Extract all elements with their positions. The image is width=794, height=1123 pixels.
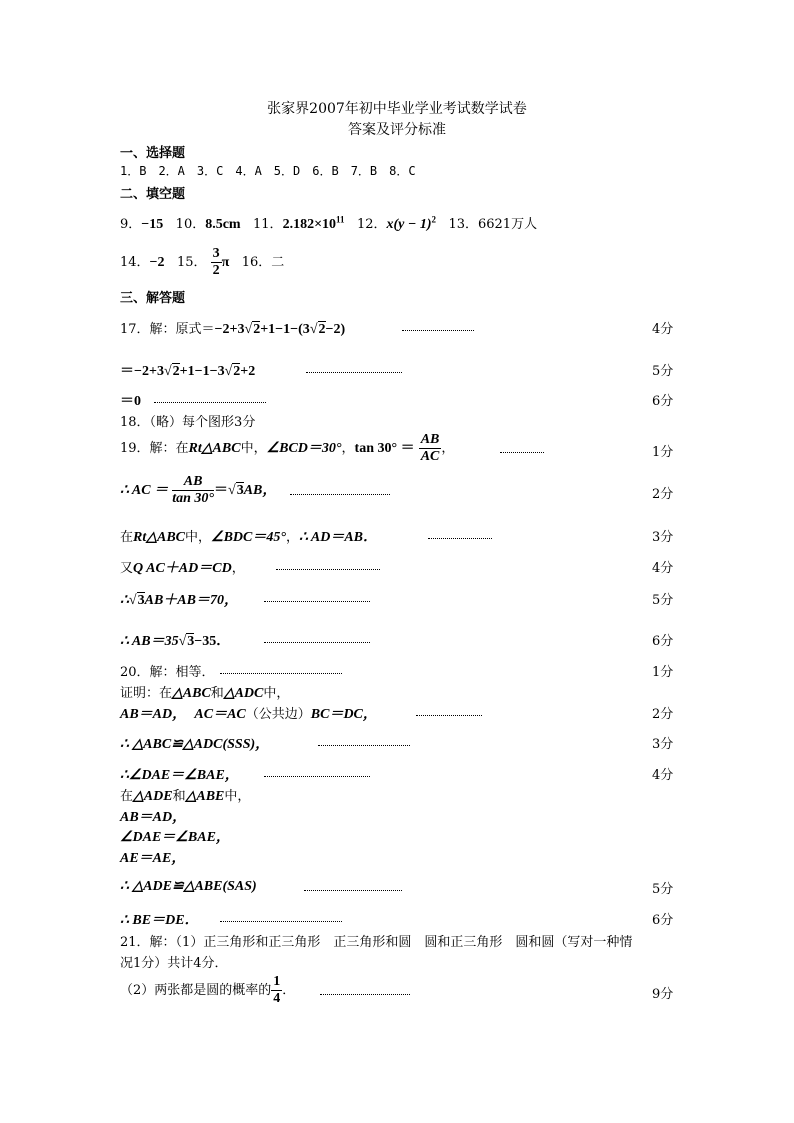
q16-answer: 16．二 [241, 255, 285, 270]
leader-dots [402, 330, 474, 331]
q20-line8: ∠DAE＝∠BAE， [120, 830, 230, 845]
q19-line5: ∴√3AB＋AB＝70， [120, 593, 238, 608]
q20-line5: ∴∠DAE＝∠BAE， [120, 768, 239, 783]
q10-answer: 8.5cm [205, 217, 241, 232]
q12-label: 12． [356, 217, 387, 232]
leader-dots [416, 715, 482, 716]
leader-dots [220, 921, 342, 922]
leader-dots [220, 673, 342, 674]
q19-line1: 19．解：在Rt△ABC中，∠BCD＝30°，tan 30° ＝ $\frac{AB}{AC}$ ， [120, 432, 455, 464]
leader-dots [500, 452, 544, 453]
q20-line1: 20．解：相等． [120, 665, 215, 680]
q20-line2: 证明：在△ABC和△ADC中， [120, 686, 290, 701]
q20-line7: AB＝AD， [120, 810, 187, 825]
q20-score1: 1分 [652, 665, 674, 680]
q17-score1: 4分 [652, 322, 674, 337]
q17-score3: 6分 [652, 394, 674, 409]
leader-dots [264, 776, 370, 777]
q13-answer: 13．6621万人 [448, 217, 538, 232]
q21-line1: 21．解：（1）正三角形和正三角形 正三角形和圆 圆和正三角形 圆和圆（写对一种情 [120, 935, 633, 950]
q20-line3: AB＝AD， AC＝AC（公共边）BC＝DC， [120, 707, 377, 722]
q19-score3: 3分 [652, 530, 674, 545]
q17-line2: ＝−2+3√2+1−1−3√2+2 [120, 364, 256, 379]
q17-score2: 5分 [652, 364, 674, 379]
leader-dots [318, 745, 410, 746]
q20-line4: ∴ △ABC≌△ADC(SSS)， [120, 737, 270, 752]
q17-line1: 17．解：原式＝−2+3√2+1−1−(3√2−2) [120, 322, 346, 337]
q11-label: 11． [253, 217, 283, 232]
q20-score4: 3分 [652, 737, 674, 752]
page-subtitle: 答案及评分标准 [348, 122, 446, 138]
q14-answer: −2 [149, 255, 165, 270]
q19-score1: 1分 [652, 445, 674, 460]
q20-line6: 在△ADE和△ABE中， [120, 789, 251, 804]
q19-score4: 4分 [652, 561, 674, 576]
q20-score3: 2分 [652, 707, 674, 722]
q19-score5: 5分 [652, 593, 674, 608]
q21-line2: 况1分）共计4分． [120, 956, 228, 971]
q20-score10: 5分 [652, 882, 674, 897]
fill-answers-line1: 9．−15 10．8.5cm 11．$2.182\times 10^{11}$ 12．$x(y - 1)^2$ 13．6621万人 [120, 214, 538, 232]
q19-line6: ∴ AB＝35√3−35． [120, 634, 231, 649]
leader-dots [428, 538, 492, 539]
q12-answer: x(y − 1) [386, 217, 432, 232]
leader-dots [290, 494, 390, 495]
q10-label: 10． [175, 217, 206, 232]
q15-fraction: $\frac{3}{2}$ [212, 246, 220, 278]
page-title: 张家界2007年初中毕业学业考试数学试卷 [267, 101, 527, 117]
q20-line9: AE＝AE， [120, 851, 186, 866]
q9-answer: −15 [141, 217, 164, 232]
q9-label: 9． [120, 217, 142, 232]
q18-line: 18．（略）每个图形3分 [120, 415, 256, 430]
section-heading-fill: 二、填空题 [120, 187, 186, 202]
q19-line4: 又Q AC＋AD＝CD， [120, 561, 245, 576]
q20-line11: ∴ BE＝DE． [120, 913, 199, 928]
q15-label: 15． [176, 255, 207, 270]
q20-score11: 6分 [652, 913, 674, 928]
q19-score2: 2分 [652, 487, 674, 502]
q19-line3: 在Rt△ABC中，∠BDC＝45°，∴ AD＝AB． [120, 530, 378, 545]
q21-score3: 9分 [652, 987, 674, 1002]
q19-line2: ∴ AC ＝ $\frac{AB}{\tan 30^\circ}$ ＝√3AB， [120, 474, 277, 506]
choice-answers: 1．B 2．A 3．C 4．A 5．D 6．B 7．B 8．C [120, 164, 416, 178]
leader-dots [306, 372, 402, 373]
leader-dots [264, 601, 370, 602]
q17-line3: ＝0 [120, 394, 141, 409]
leader-dots [276, 569, 380, 570]
leader-dots [264, 642, 370, 643]
fill-answers-line2 [120, 246, 284, 279]
q20-score5: 4分 [652, 768, 674, 783]
leader-dots [320, 994, 410, 995]
section-heading-choice: 一、选择题 [120, 146, 186, 161]
q14-label: 14． [120, 255, 150, 270]
q19-score6: 6分 [652, 634, 674, 649]
q15-pi: π [221, 255, 230, 270]
q11-answer: 2.182×10 [282, 217, 337, 232]
leader-dots [154, 402, 266, 403]
leader-dots [304, 890, 402, 891]
q21-line3: （2）两张都是圆的概率的 $\frac{1}{4}$ ． [120, 974, 296, 1006]
q20-line10: ∴ △ADE≌△ABE(SAS) [120, 879, 257, 894]
section-heading-solve: 三、解答题 [120, 291, 186, 306]
